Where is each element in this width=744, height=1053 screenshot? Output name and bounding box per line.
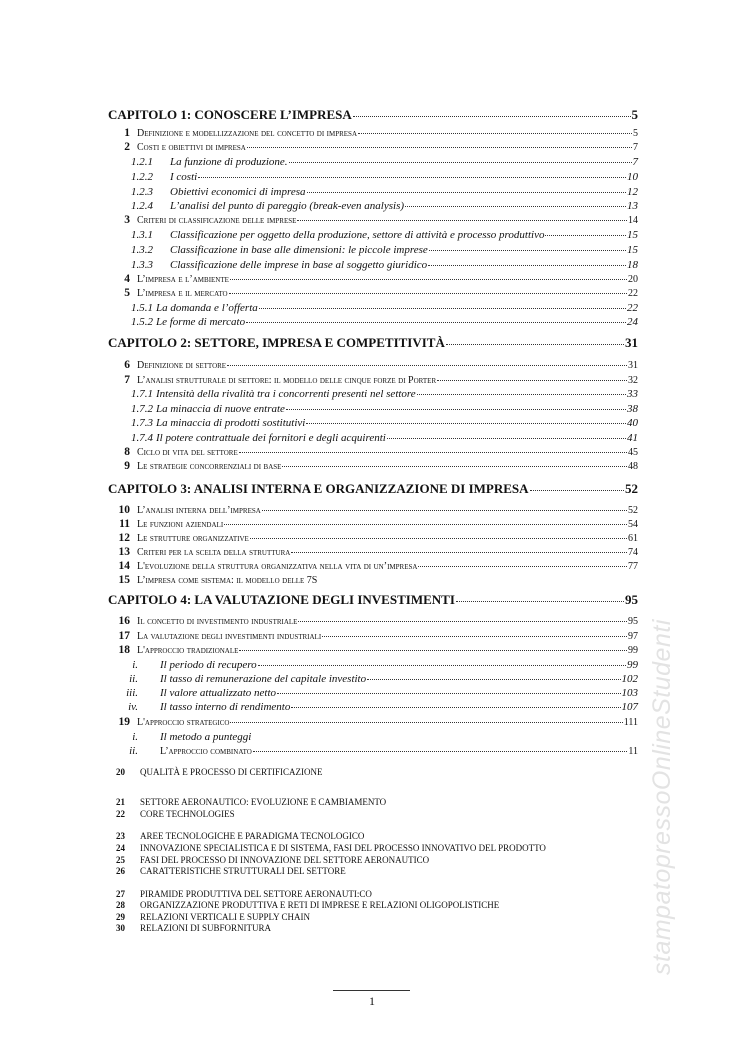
toc-entry-number: 8 xyxy=(124,446,130,458)
toc-entry-number: 10 xyxy=(118,504,130,516)
toc-entry-title: RELAZIONI VERTICALI E SUPPLY CHAIN xyxy=(140,912,311,922)
toc-entry-page: 38 xyxy=(627,403,638,415)
toc-entry[interactable] xyxy=(108,460,638,472)
toc-entry[interactable] xyxy=(108,504,638,516)
toc-entry-number: 6 xyxy=(124,359,130,371)
toc-entry-number: 29 xyxy=(116,912,125,922)
toc-entry[interactable] xyxy=(108,481,638,497)
dot-leader xyxy=(405,206,626,207)
toc-entry-page: 5 xyxy=(633,128,638,139)
toc-entry-page: 99 xyxy=(628,645,638,656)
toc-entry-title: Le strategie concorrenziali di base xyxy=(137,461,282,472)
toc-entry[interactable] xyxy=(108,316,638,328)
toc-entry-title: Classificazione per oggetto della produzione, settore di attività e processo produttivo xyxy=(170,229,545,241)
toc-entry-title: L’impresa e l’ambiente xyxy=(137,274,229,285)
toc-entry-title: Intensità della rivalità tra i concorrenti presenti nel settore xyxy=(156,388,416,400)
toc-entry[interactable] xyxy=(108,359,638,371)
toc-entry[interactable] xyxy=(108,809,638,819)
toc-entry-page: 52 xyxy=(625,481,638,496)
toc-entry-page: 107 xyxy=(621,701,638,713)
toc-entry-number: 1.2.4 xyxy=(131,200,153,212)
toc-entry-page: 103 xyxy=(621,687,638,699)
toc-entry-number: 1.3.3 xyxy=(131,259,153,271)
toc-entry[interactable] xyxy=(108,673,638,685)
dot-leader xyxy=(230,722,622,723)
toc-entry-title: L’analisi strutturale di settore: il modello delle cinque forze di Porter xyxy=(137,375,437,386)
toc-entry-page: 5 xyxy=(631,107,638,122)
dot-leader xyxy=(530,490,624,491)
toc-entry[interactable] xyxy=(108,900,638,910)
toc-entry-number: 14 xyxy=(118,560,130,572)
toc-entry[interactable] xyxy=(108,388,638,400)
toc-entry-title: SETTORE AERONAUTICO: EVOLUZIONE E CAMBIAMENTO xyxy=(140,797,387,807)
toc-entry-page: 95 xyxy=(625,592,638,607)
toc-entry-page: 13 xyxy=(627,200,638,212)
toc-entry-title: Il tasso interno di rendimento xyxy=(160,701,291,713)
dot-leader xyxy=(456,601,624,602)
toc-entry[interactable] xyxy=(108,644,638,656)
toc-entry-title: Criteri per la scelta della struttura xyxy=(137,547,291,558)
toc-entry-page: 32 xyxy=(628,375,638,386)
toc-entry[interactable] xyxy=(108,141,638,153)
page-number: 1 xyxy=(369,994,375,1008)
toc-entry-title: I costi xyxy=(170,171,198,183)
toc-entry[interactable] xyxy=(108,244,638,256)
dot-leader xyxy=(250,538,627,539)
dot-leader xyxy=(417,394,626,395)
toc-entry[interactable] xyxy=(108,287,638,299)
toc-entry[interactable] xyxy=(108,701,638,713)
dot-leader xyxy=(446,344,624,345)
toc-entry[interactable] xyxy=(108,745,638,757)
toc-entry-number: 9 xyxy=(124,460,130,472)
toc-entry-page: 20 xyxy=(628,274,638,285)
dot-leader xyxy=(298,621,627,622)
toc-entry-title: CAPITOLO 2: SETTORE, IMPRESA E COMPETITIVITÀ xyxy=(108,335,445,350)
toc-entry-title: La valutazione degli investimenti industriali xyxy=(137,631,322,642)
dot-leader xyxy=(289,162,632,163)
toc-entry-number: 18 xyxy=(118,644,130,656)
toc-entry[interactable] xyxy=(108,797,638,807)
toc-entry[interactable] xyxy=(108,302,638,314)
toc-entry-number: 1.3.2 xyxy=(131,244,153,256)
toc-entry[interactable] xyxy=(108,214,638,226)
toc-entry-title: Classificazione in base alle dimensioni: le piccole imprese xyxy=(170,244,428,256)
toc-entry-page: 11 xyxy=(628,746,638,757)
toc-entry-title: L’impresa come sistema: il modello delle 7S xyxy=(137,575,318,586)
toc-entry[interactable] xyxy=(108,171,638,183)
toc-entry-number: 21 xyxy=(116,797,125,807)
toc-entry-title: L’analisi del punto di pareggio (break-even analysis) xyxy=(170,200,405,212)
toc-entry[interactable] xyxy=(108,592,638,608)
toc-entry-number: iii. xyxy=(126,687,138,699)
dot-leader xyxy=(358,133,632,134)
toc-entry-title: CAPITOLO 1: CONOSCERE L’IMPRESA xyxy=(108,107,352,122)
toc-entry-title: CORE TECHNOLOGIES xyxy=(140,809,235,819)
toc-entry-number: 20 xyxy=(116,767,125,777)
dot-leader xyxy=(230,279,627,280)
toc-entry[interactable] xyxy=(108,767,638,777)
toc-entry-page: 111 xyxy=(623,717,638,728)
toc-entry-number: 26 xyxy=(116,866,125,876)
dot-leader xyxy=(437,380,627,381)
dot-leader xyxy=(286,409,626,410)
toc-entry-title: Ciclo di vita del settore xyxy=(137,447,238,458)
toc-entry-title: L'evoluzione della struttura organizzativa nella vita di un’impresa xyxy=(137,561,418,572)
toc-entry-title: RELAZIONI DI SUBFORNITURA xyxy=(140,923,271,933)
dot-leader xyxy=(306,423,626,424)
toc-entry[interactable] xyxy=(108,546,638,558)
toc-entry-page: 7 xyxy=(633,142,638,153)
toc-entry-title: INNOVAZIONE SPECIALISTICA E DI SISTEMA, FASI DEL PROCESSO INNOVATIVO DEL PRODOTTO xyxy=(140,843,546,853)
toc-entry-page: 10 xyxy=(627,171,638,183)
dot-leader xyxy=(253,751,628,752)
toc-entry-title: Obiettivi economici di impresa xyxy=(170,186,306,198)
toc-entry-title: FASI DEL PROCESSO DI INNOVAZIONE DEL SETTORE AERONAUTICO xyxy=(140,855,430,865)
toc-entry-number: 7 xyxy=(124,374,130,386)
toc-entry-title: Il tasso di remunerazione del capitale investito xyxy=(160,673,367,685)
toc-entry-page: 40 xyxy=(627,417,638,429)
toc-entry-title: Il valore attualizzato netto xyxy=(160,687,276,699)
dot-leader xyxy=(297,220,627,221)
toc-entry-page: 22 xyxy=(628,288,638,299)
toc-entry-title: Definizione di settore xyxy=(137,360,227,371)
toc-entry[interactable] xyxy=(108,831,638,841)
toc-entry[interactable] xyxy=(108,417,638,429)
toc-entry-number: 27 xyxy=(116,889,125,899)
toc-entry-page: 77 xyxy=(628,561,638,572)
dot-leader xyxy=(428,265,626,266)
toc-entry[interactable] xyxy=(108,127,638,139)
toc-entry[interactable] xyxy=(108,374,638,386)
toc-entry-number: 2 xyxy=(124,141,130,153)
toc-entry-number: 1.7.2 xyxy=(131,403,153,415)
toc-entry[interactable] xyxy=(108,889,638,899)
toc-entry-page: 54 xyxy=(628,519,638,530)
toc-entry-title: L’analisi interna dell’impresa xyxy=(137,505,261,516)
dot-leader xyxy=(258,665,626,666)
dot-leader xyxy=(291,552,627,553)
toc-entry[interactable] xyxy=(108,432,638,444)
dot-leader xyxy=(229,293,627,294)
watermark: stampatopressoOnlineStudenti xyxy=(648,619,676,975)
toc-entry-title: QUALITÀ E PROCESSO DI CERTIFICAZIONE xyxy=(140,767,323,777)
dot-leader xyxy=(429,250,626,251)
toc-entry-number: i. xyxy=(132,659,138,671)
toc-entry[interactable] xyxy=(108,560,638,572)
toc-entry[interactable] xyxy=(108,156,638,168)
toc-entry[interactable] xyxy=(108,659,638,671)
toc-entry[interactable] xyxy=(108,335,638,351)
toc-entry-number: 1 xyxy=(124,127,130,139)
toc-entry-title: L’approccio combinato xyxy=(160,746,252,757)
toc-entry-title: Le strutture organizzative xyxy=(137,533,249,544)
toc-entry-title: CARATTERISTICHE STRUTTURALI DEL SETTORE xyxy=(140,866,346,876)
toc-entry[interactable] xyxy=(108,518,638,530)
toc-entry-title: Classificazione delle imprese in base al soggetto giuridico xyxy=(170,259,428,271)
toc-entry-title: L'approccio tradizionale xyxy=(137,645,239,656)
dot-leader xyxy=(198,177,626,178)
toc-entry-number: 1.5.1 xyxy=(131,302,153,314)
toc-entry-title: L’impresa e il mercato xyxy=(137,288,228,299)
toc-entry[interactable] xyxy=(108,200,638,212)
toc-entry-number: 25 xyxy=(116,855,125,865)
toc-entry-number: 17 xyxy=(118,630,130,642)
dot-leader xyxy=(387,438,626,439)
toc-entry-number: ii. xyxy=(129,673,138,685)
toc-entry-title: La minaccia di nuove entrate xyxy=(156,403,285,415)
toc-entry-title: Il periodo di recupero xyxy=(160,659,257,671)
dot-leader xyxy=(291,707,620,708)
dot-leader xyxy=(246,322,626,323)
toc-entry-page: 48 xyxy=(628,461,638,472)
dot-leader xyxy=(353,116,631,117)
toc-entry-page: 15 xyxy=(627,244,638,256)
toc-entry-title: La domanda e l’offerta xyxy=(156,302,258,314)
toc-entry-title: ORGANIZZAZIONE PRODUTTIVA E RETI DI IMPRESE E RELAZIONI OLIGOPOLISTICHE xyxy=(140,900,500,910)
dot-leader xyxy=(367,679,620,680)
toc-entry-number: 16 xyxy=(118,615,130,627)
toc-entry[interactable] xyxy=(108,912,638,922)
dot-leader xyxy=(227,365,627,366)
toc-entry-number: 1.3.1 xyxy=(131,229,153,241)
toc-entry-title: L'approccio strategico xyxy=(137,717,230,728)
toc-entry-page: 95 xyxy=(628,616,638,627)
toc-entry-title: Le funzioni aziendali xyxy=(137,519,224,530)
toc-entry[interactable] xyxy=(108,843,638,853)
toc-entry-title: PIRAMIDE PRODUTTIVA DEL SETTORE AERONAUTI:CO xyxy=(140,889,372,899)
toc-entry-number: 1.2.3 xyxy=(131,186,153,198)
toc-entry[interactable] xyxy=(108,716,638,728)
toc-entry[interactable] xyxy=(108,687,638,699)
toc-entry[interactable] xyxy=(108,446,638,458)
toc-entry-number: 3 xyxy=(124,214,130,226)
toc-entry[interactable] xyxy=(108,532,638,544)
toc-entry-page: 14 xyxy=(628,215,638,226)
toc-entry-number: 1.5.2 xyxy=(131,316,153,328)
toc-entry-number: 22 xyxy=(116,809,125,819)
toc-entry-title: Costi e obiettivi di impresa xyxy=(137,142,246,153)
dot-leader xyxy=(259,308,626,309)
toc-entry-page: 74 xyxy=(628,547,638,558)
toc-entry-number: 23 xyxy=(116,831,125,841)
toc-entry-number: 24 xyxy=(116,843,125,853)
toc-entry-number: i. xyxy=(132,731,138,743)
toc-entry[interactable] xyxy=(108,866,638,876)
toc-entry-number: 13 xyxy=(118,546,130,558)
toc-entry[interactable] xyxy=(108,229,638,241)
dot-leader xyxy=(262,510,627,511)
toc-entry[interactable] xyxy=(108,731,638,743)
toc-entry-title: CAPITOLO 4: LA VALUTAZIONE DEGLI INVESTIMENTI xyxy=(108,592,455,607)
toc-entry-title: La funzione di produzione. xyxy=(170,156,288,168)
toc-entry-title: La minaccia di prodotti sostitutivi xyxy=(156,417,306,429)
toc-entry-page: 18 xyxy=(627,259,638,271)
toc-entry-title: Definizione e modellizzazione del concetto di impresa xyxy=(137,128,358,139)
toc-entry-page: 31 xyxy=(625,335,638,350)
toc-entry-number: iv. xyxy=(128,701,138,713)
dot-leader xyxy=(322,636,627,637)
dot-leader xyxy=(239,452,627,453)
toc-entry-page: 97 xyxy=(628,631,638,642)
toc-entry-title: Il potere contrattuale dei fornitori e degli acquirenti xyxy=(156,432,386,444)
toc-entry[interactable] xyxy=(108,273,638,285)
dot-leader xyxy=(277,693,621,694)
toc-entry[interactable] xyxy=(108,259,638,271)
toc-entry-page: 45 xyxy=(628,447,638,458)
toc-entry-number: 19 xyxy=(118,716,130,728)
toc-entry-title: Il metodo a punteggi xyxy=(160,731,252,743)
toc-entry-number: 4 xyxy=(124,273,130,285)
dot-leader xyxy=(418,566,627,567)
toc-entry-title: Le forme di mercato xyxy=(156,316,246,328)
toc-entry-page: 15 xyxy=(627,229,638,241)
toc-entry-number: 1.2.1 xyxy=(131,156,153,168)
toc-entry-page: 22 xyxy=(627,302,638,314)
dot-leader xyxy=(247,147,632,148)
toc-entry[interactable] xyxy=(108,615,638,627)
dot-leader xyxy=(307,192,626,193)
toc-entry-number: 28 xyxy=(116,900,125,910)
toc-entry-page: 24 xyxy=(627,316,638,328)
toc-entry[interactable] xyxy=(108,855,638,865)
toc-entry-page: 12 xyxy=(627,186,638,198)
toc-entry[interactable] xyxy=(108,574,638,586)
toc-entry-number: 1.7.3 xyxy=(131,417,153,429)
toc-entry[interactable] xyxy=(108,630,638,642)
toc-entry-number: 11 xyxy=(119,518,130,530)
toc-entry-page: 33 xyxy=(627,388,638,400)
footer-divider xyxy=(333,990,410,991)
dot-leader xyxy=(224,524,627,525)
toc-entry-number: 12 xyxy=(118,532,130,544)
toc-entry-page: 41 xyxy=(627,432,638,444)
toc-entry-page: 52 xyxy=(628,505,638,516)
toc-entry-number: 1.2.2 xyxy=(131,171,153,183)
toc-entry-page: 61 xyxy=(628,533,638,544)
toc-entry[interactable] xyxy=(108,403,638,415)
toc-entry-number: 30 xyxy=(116,923,125,933)
toc-entry-number: ii. xyxy=(129,745,138,757)
dot-leader xyxy=(282,466,627,467)
dot-leader xyxy=(239,650,627,651)
toc-entry-page: 31 xyxy=(628,360,638,371)
toc-entry-number: 5 xyxy=(124,287,130,299)
toc-entry[interactable] xyxy=(108,923,638,933)
toc-entry-page: 102 xyxy=(621,673,638,685)
toc-entry-number: 15 xyxy=(118,574,130,586)
toc-entry-page: 7 xyxy=(632,156,638,168)
toc-entry-title: Criteri di classificazione delle imprese xyxy=(137,215,297,226)
toc-entry[interactable] xyxy=(108,107,638,123)
toc-entry-title: AREE TECNOLOGICHE E PARADIGMA TECNOLOGICO xyxy=(140,831,365,841)
toc-entry-page: 99 xyxy=(627,659,638,671)
dot-leader xyxy=(545,235,626,236)
toc-entry-number: 1.7.4 xyxy=(131,432,153,444)
toc-entry[interactable] xyxy=(108,186,638,198)
toc-entry-number: 1.7.1 xyxy=(131,388,153,400)
toc-entry-title: Il concetto di investimento industriale xyxy=(137,616,298,627)
toc-entry-title: CAPITOLO 3: ANALISI INTERNA E ORGANIZZAZIONE DI IMPRESA xyxy=(108,481,529,496)
